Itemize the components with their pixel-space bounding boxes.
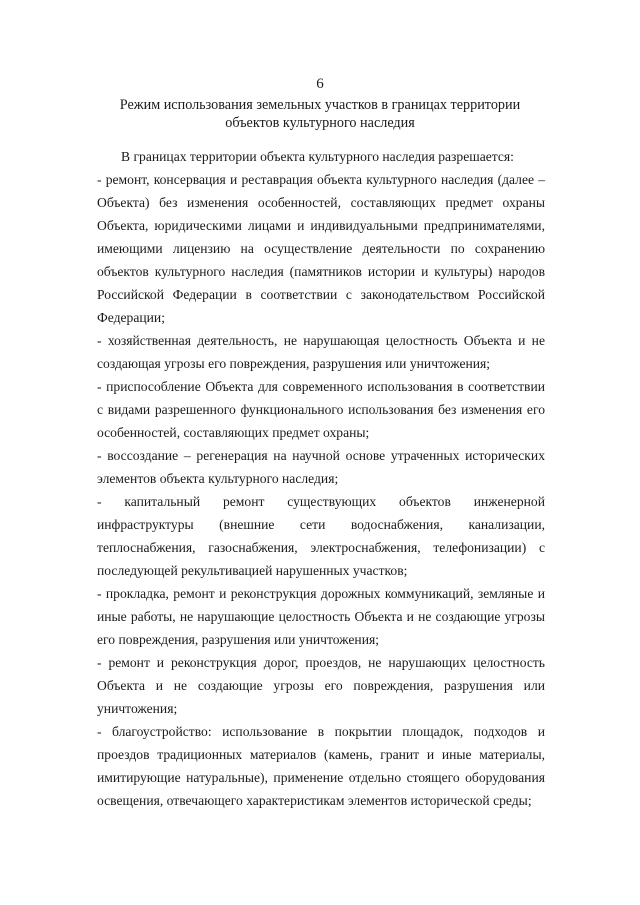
page-number: 6 xyxy=(316,76,324,92)
list-item: - ремонт, консервация и реставрация объекта культурного наследия (далее – Объекта) без изменения особенностей, составляющих предмет охраны Объекта, юридическими лицами и индивидуальными предпринимателями, имеющими лицензию на осуществление деятельности по сохранению объектов культурного наследия (памятников истории и культуры) народов Российской Федерации в соответствии с законодательством Российской Федерации; xyxy=(97,172,545,325)
list-item: - хозяйственная деятельность, не нарушающая целостность Объекта и не создающая угрозы его повреждения, разрушения или уничтожения; xyxy=(97,333,545,371)
list-item: - приспособление Объекта для современного использования в соответствии с видами разрешенного функционального использования без изменения его особенностей, составляющих предмет охраны; xyxy=(97,379,545,440)
section-title: Режим использования земельных участков в границах территории объектов культурного наследия xyxy=(119,97,521,131)
list-item: - воссоздание – регенерация на научной основе утраченных исторических элементов объекта культурного наследия; xyxy=(97,448,545,486)
document-body xyxy=(97,145,545,812)
list-item: - благоустройство: использование в покрытии площадок, подходов и проездов традиционных материалов (камень, гранит и иные материалы, имитирующие натуральные), применение отдельно стоящего оборудования освещения, отвечающего характеристикам элементов исторической среды; xyxy=(97,724,545,808)
intro-paragraph: В границах территории объекта культурного наследия разрешается: xyxy=(121,149,514,164)
list-item: - прокладка, ремонт и реконструкция дорожных коммуникаций, земляные и иные работы, не нарушающие целостность Объекта и не создающие угрозы его повреждения, разрушения или уничтожения; xyxy=(97,586,545,647)
list-item: - ремонт и реконструкция дорог, проездов, не нарушающих целостность Объекта и не создающие угрозы его повреждения, разрушения или уничтожения; xyxy=(97,655,545,716)
list-item: - капитальный ремонт существующих объектов инженерной инфраструктуры (внешние сети водоснабжения, канализации, теплоснабжения, газоснабжения, электроснабжения, телефонизации) с последующей рекультивацией нарушенных участков; xyxy=(97,494,545,578)
